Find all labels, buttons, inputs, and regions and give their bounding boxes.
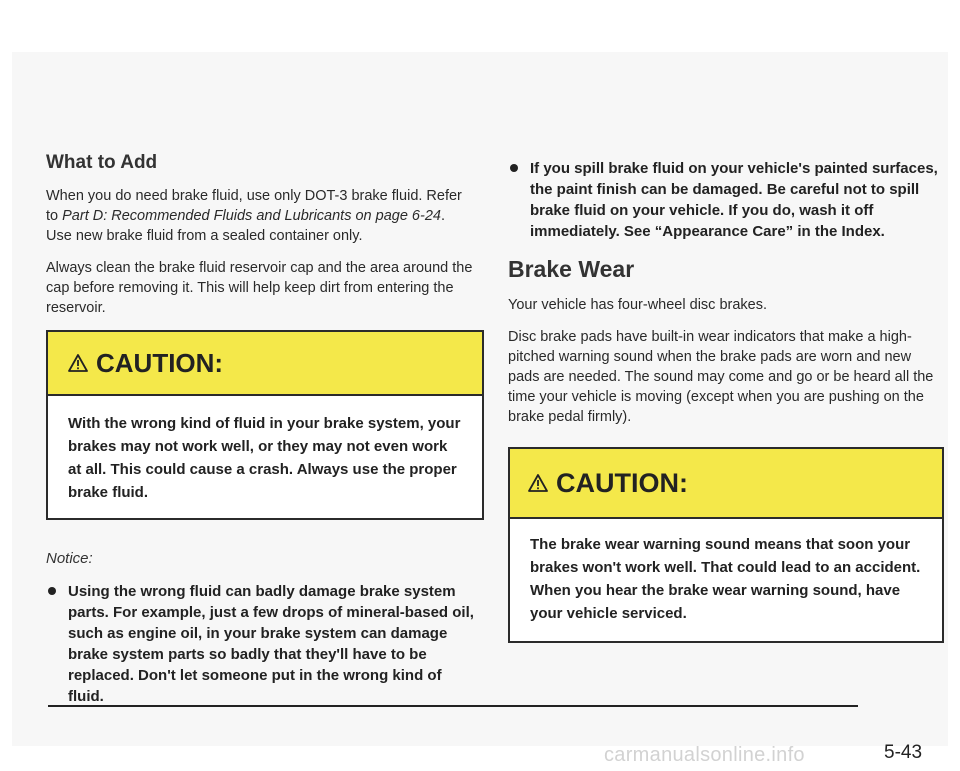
left-column [46,152,474,707]
spill-warning-list [508,158,942,242]
warning-triangle-icon [68,348,88,379]
notice-bullet-item [46,581,474,707]
para1-text-before: When you do need brake fluid, use only DOT-3 brake fluid. Refer to [46,188,462,224]
brake-fluid-caution-box [46,330,484,520]
caution-title: CAUTION: [96,347,224,378]
recommended-fluids-reference: Part D: Recommended Fluids and Lubricants on page 6-24 [62,208,441,224]
caution-header [510,449,942,519]
what-to-add-heading: What to Add [46,152,158,173]
brake-wear-heading: Brake Wear [508,256,635,282]
notice-bullet-text: Using the wrong fluid can badly damage brake system parts. For example, just a few drops of mineral-based oil, such as engine oil, in your brake system can damage brake system parts so badly that they'll have to be replaced. Don't let someone put in the wrong kind of fluid. [68,583,474,705]
what-to-add-paragraph-2: Always clean the brake fluid reservoir cap and the area around the cap before removing it. This will help keep dirt from entering the reservoir. [46,260,473,316]
notice-label: Notice: [46,550,93,567]
spill-warning-item [508,158,942,242]
caution-text: The brake wear warning sound means that soon your brakes won't work well. That could lead to an accident. When you hear the brake wear warning sound, have your vehicle serviced. [530,536,921,622]
footer-divider [48,705,858,707]
para1-text-after: . Use new brake fluid from a sealed container only. [46,208,445,244]
caution-header [48,332,482,396]
caution-text: With the wrong kind of fluid in your brake system, your brakes may not work well, or they may not even work at all. This could cause a crash. Always use the proper brake fluid. [68,415,461,501]
brake-wear-caution-box [508,447,944,643]
notice-list [46,581,474,707]
spill-warning-text: If you spill brake fluid on your vehicle's painted surfaces, the paint finish can be damaged. Be careful not to spill brake fluid on your vehicle. If you do, wash it off immediately. See “Appearance Care” in the Index. [530,160,938,240]
page-number: 5-43 [884,742,923,763]
caution-title: CAUTION: [556,467,688,498]
brake-wear-paragraph-2: Disc brake pads have built-in wear indicators that make a high-pitched warning sound when the brake pads are worn and new pads are needed. The sound may come and go or be heard all the time your vehicle is moving (except when you are pushing on the brake pedal firmly). [508,329,934,425]
right-column [508,158,942,643]
brake-wear-paragraph-1: Your vehicle has four-wheel disc brakes. [508,297,767,313]
watermark: carmanualsonline.info [604,744,805,766]
warning-triangle-icon [528,468,548,499]
what-to-add-paragraph-1 [46,186,474,246]
bullet-icon [510,164,518,172]
bullet-icon [48,587,56,595]
